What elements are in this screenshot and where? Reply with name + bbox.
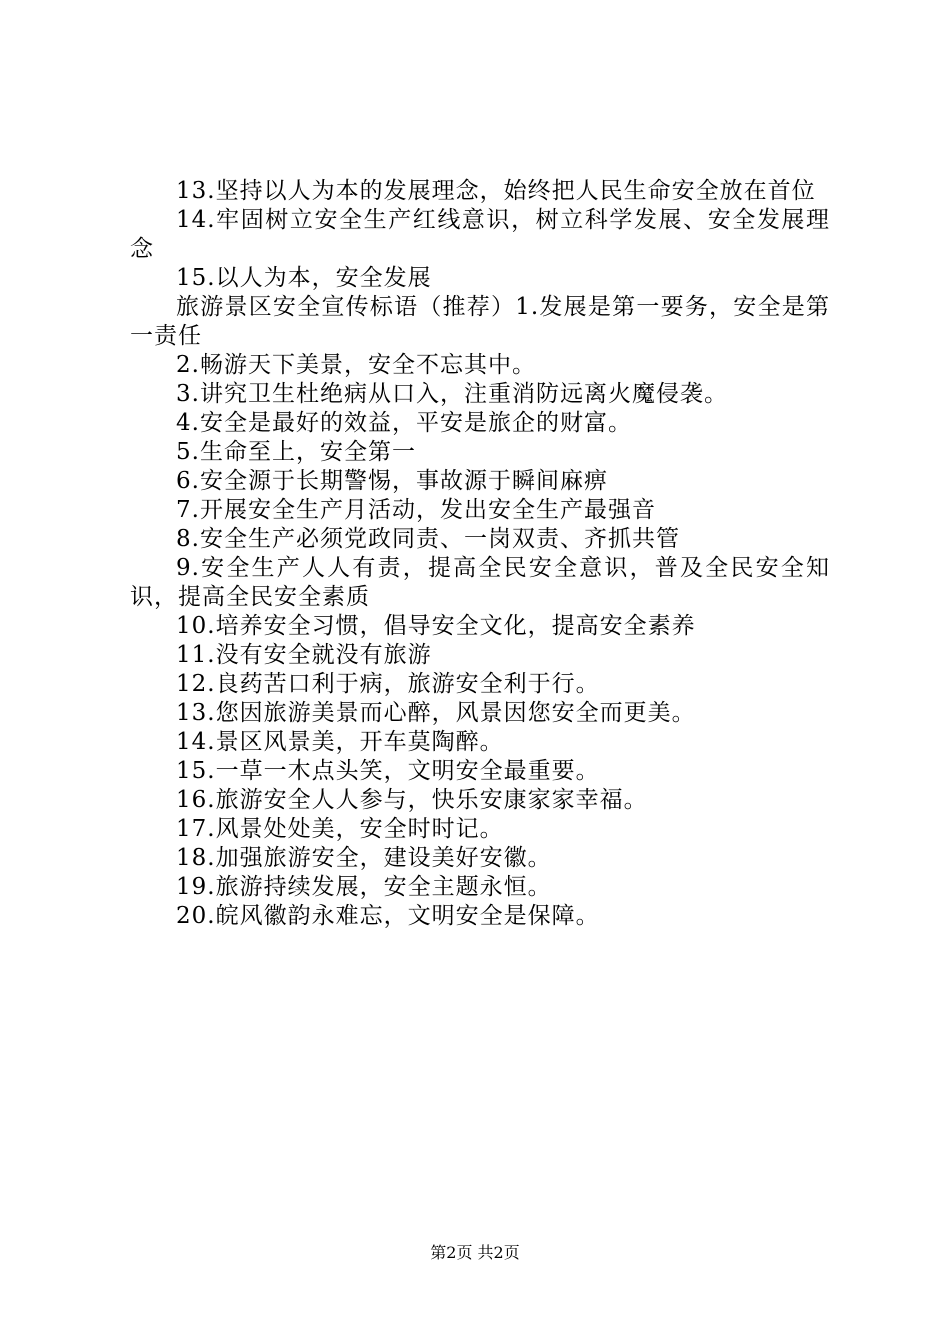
paragraph: 19.旅游持续发展，安全主题永恒。 xyxy=(176,874,552,900)
paragraph: 18.加强旅游安全，建设美好安徽。 xyxy=(176,845,552,871)
paragraph: 4.安全是最好的效益，平安是旅企的财富。 xyxy=(176,410,632,436)
paragraph: 13.您因旅游美景而心醉，风景因您安全而更美。 xyxy=(176,700,696,726)
paragraph: 9.安全生产人人有责，提高全民安全意识，普及全民安全知识，提高全民安全素质 xyxy=(130,555,830,610)
paragraph: 15.以人为本，安全发展 xyxy=(176,265,432,291)
paragraph: 14.牢固树立安全生产红线意识，树立科学发展、安全发展理念 xyxy=(130,207,830,262)
paragraph: 6.安全源于长期警惕，事故源于瞬间麻痹 xyxy=(176,468,608,494)
paragraph: 5.生命至上，安全第一 xyxy=(176,439,416,465)
paragraph: 旅游景区安全宣传标语（推荐）1.发展是第一要务，安全是第一责任 xyxy=(130,294,830,349)
paragraph: 14.景区风景美，开车莫陶醉。 xyxy=(176,729,504,755)
paragraph: 7.开展安全生产月活动，发出安全生产最强音 xyxy=(176,497,656,523)
paragraph: 17.风景处处美，安全时时记。 xyxy=(176,816,504,842)
document-body xyxy=(130,177,830,931)
paragraph: 15.一草一木点头笑，文明安全最重要。 xyxy=(176,758,600,784)
paragraph: 2.畅游天下美景，安全不忘其中。 xyxy=(176,352,536,378)
page-number-label: 第2页 共2页 xyxy=(430,1243,520,1262)
paragraph: 10.培养安全习惯，倡导安全文化，提高安全素养 xyxy=(176,613,696,639)
paragraph: 13.坚持以人为本的发展理念，始终把人民生命安全放在首位 xyxy=(176,178,816,204)
page-footer xyxy=(0,1243,950,1263)
paragraph: 16.旅游安全人人参与，快乐安康家家幸福。 xyxy=(176,787,648,813)
paragraph: 12.良药苦口利于病，旅游安全利于行。 xyxy=(176,671,600,697)
paragraph: 8.安全生产必须党政同责、一岗双责、齐抓共管 xyxy=(176,526,680,552)
paragraph: 11.没有安全就没有旅游 xyxy=(176,642,432,668)
paragraph: 20.皖风徽韵永难忘，文明安全是保障。 xyxy=(176,903,600,929)
paragraph: 3.讲究卫生杜绝病从口入，注重消防远离火魔侵袭。 xyxy=(176,381,728,407)
